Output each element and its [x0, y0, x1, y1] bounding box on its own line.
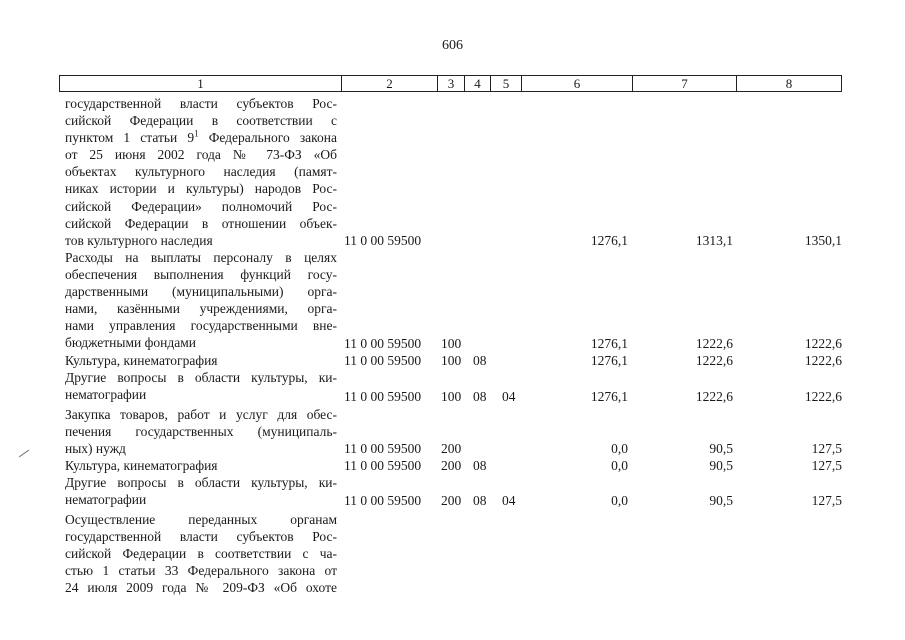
cell-vr: 200: [441, 493, 462, 508]
cell-col6: 0,0: [611, 458, 628, 473]
cell-col7: 1222,6: [695, 336, 733, 351]
desc-line: нами управления государственными вне-: [65, 318, 337, 334]
cell-col6: 0,0: [611, 441, 628, 456]
header-col-5: 5: [490, 76, 521, 91]
cell-col8: 127,5: [811, 458, 842, 473]
desc-line: Осуществление переданных органам: [65, 512, 337, 527]
desc-line: Другие вопросы в области культуры, ки-: [65, 475, 337, 490]
cell-col8: 1350,1: [804, 233, 842, 248]
cell-col7: 1313,1: [695, 233, 733, 248]
desc-line: сийской Федерации в отношении объек-: [65, 215, 337, 231]
page-number: 606: [442, 38, 463, 53]
row-description: [65, 474, 337, 508]
header-col-1: 1: [197, 76, 204, 91]
cell-col6: 1276,1: [590, 336, 628, 351]
cell-rz: 08: [473, 389, 487, 404]
scan-mark: [19, 450, 29, 458]
cell-col6: 0,0: [611, 493, 628, 508]
desc-line: государственной власти субъектов Рос-: [65, 96, 337, 111]
cell-code: 11 0 00 59500: [344, 441, 422, 456]
desc-line: нами, казёнными учреждениями, орга-: [65, 301, 337, 317]
desc-line: нематографии: [65, 492, 147, 508]
cell-code: 11 0 00 59500: [344, 353, 422, 368]
cell-col6: 1276,1: [590, 353, 628, 368]
desc-line: государственной власти субъектов Рос-: [65, 529, 337, 545]
cell-col8: 1222,6: [804, 336, 842, 351]
header-col-6: 6: [521, 76, 632, 91]
desc-line: обеспечения выполнения функций госу-: [65, 267, 337, 283]
desc-line: сийской Федерации в соответствии с: [65, 113, 337, 129]
cell-col6: 1276,1: [590, 233, 628, 248]
desc-line: сийской Федерации в соответствии с ча-: [65, 546, 337, 562]
cell-vr: 100: [441, 389, 462, 404]
cell-rz: 08: [473, 458, 487, 473]
desc-line: Закупка товаров, работ и услуг для обес-: [65, 407, 337, 422]
cell-pr: 04: [502, 493, 516, 508]
row-description: [65, 406, 337, 457]
row-description: [65, 511, 337, 596]
cell-rz: 08: [473, 493, 487, 508]
row-description: [65, 369, 337, 403]
cell-code: 11 0 00 59500: [344, 458, 422, 473]
desc-line: дарственными (муниципальными) орга-: [65, 284, 337, 300]
cell-code: 11 0 00 59500: [344, 336, 422, 351]
desc-line: нематографии: [65, 387, 147, 403]
desc-line: Другие вопросы в области культуры, ки-: [65, 370, 337, 385]
cell-code: 11 0 00 59500: [344, 233, 422, 248]
cell-col7: 90,5: [709, 458, 733, 473]
desc-line: Культура, кинематография: [65, 458, 218, 473]
desc-line-part: пунктом 1 статьи 9: [65, 130, 195, 146]
cell-pr: 04: [502, 389, 516, 404]
cell-vr: 200: [441, 441, 462, 456]
header-col-4: 4: [464, 76, 490, 91]
desc-line: [65, 129, 337, 146]
desc-line: ных) нужд: [65, 441, 126, 457]
desc-line: 24 июля 2009 года № 209-ФЗ «Об охоте: [65, 580, 337, 596]
desc-line: Расходы на выплаты персоналу в целях: [65, 250, 337, 265]
desc-line: печения государственных (муниципаль-: [65, 424, 337, 440]
cell-rz: 08: [473, 353, 487, 368]
desc-line: бюджетными фондами: [65, 335, 196, 351]
table-header: [59, 75, 842, 92]
cell-col8: 1222,6: [804, 353, 842, 368]
desc-line: Культура, кинематография: [65, 353, 218, 368]
superscript: 1: [194, 128, 199, 139]
header-col-7: 7: [632, 76, 736, 91]
cell-col8: 127,5: [811, 493, 842, 508]
desc-line: от 25 июня 2002 года № 73-ФЗ «Об: [65, 147, 337, 163]
cell-vr: 200: [441, 458, 462, 473]
desc-line-part: Федерального закона: [198, 130, 337, 146]
cell-col7: 90,5: [709, 493, 733, 508]
desc-line: тов культурного наследия: [65, 232, 213, 248]
cell-code: 11 0 00 59500: [344, 493, 422, 508]
row-description: [65, 249, 337, 352]
desc-line: никах истории и культуры) народов Рос-: [65, 181, 337, 197]
desc-line: сийской Федерации» полномочий Рос-: [65, 198, 337, 214]
header-col-3: 3: [437, 76, 464, 91]
desc-line: объектах культурного наследия (памят-: [65, 164, 337, 180]
cell-col7: 90,5: [709, 441, 733, 456]
header-col-8: 8: [736, 76, 841, 91]
cell-col8: 127,5: [811, 441, 842, 456]
cell-vr: 100: [441, 336, 462, 351]
cell-col7: 1222,6: [695, 389, 733, 404]
cell-col6: 1276,1: [590, 389, 628, 404]
row-description: [65, 457, 337, 474]
cell-vr: 100: [441, 353, 462, 368]
header-col-2: 2: [341, 76, 437, 91]
row-description: [65, 352, 337, 369]
row-description: [65, 95, 337, 249]
cell-col8: 1222,6: [804, 389, 842, 404]
cell-code: 11 0 00 59500: [344, 389, 422, 404]
desc-line: стью 1 статьи 33 Федерального закона от: [65, 563, 337, 579]
cell-col7: 1222,6: [695, 353, 733, 368]
